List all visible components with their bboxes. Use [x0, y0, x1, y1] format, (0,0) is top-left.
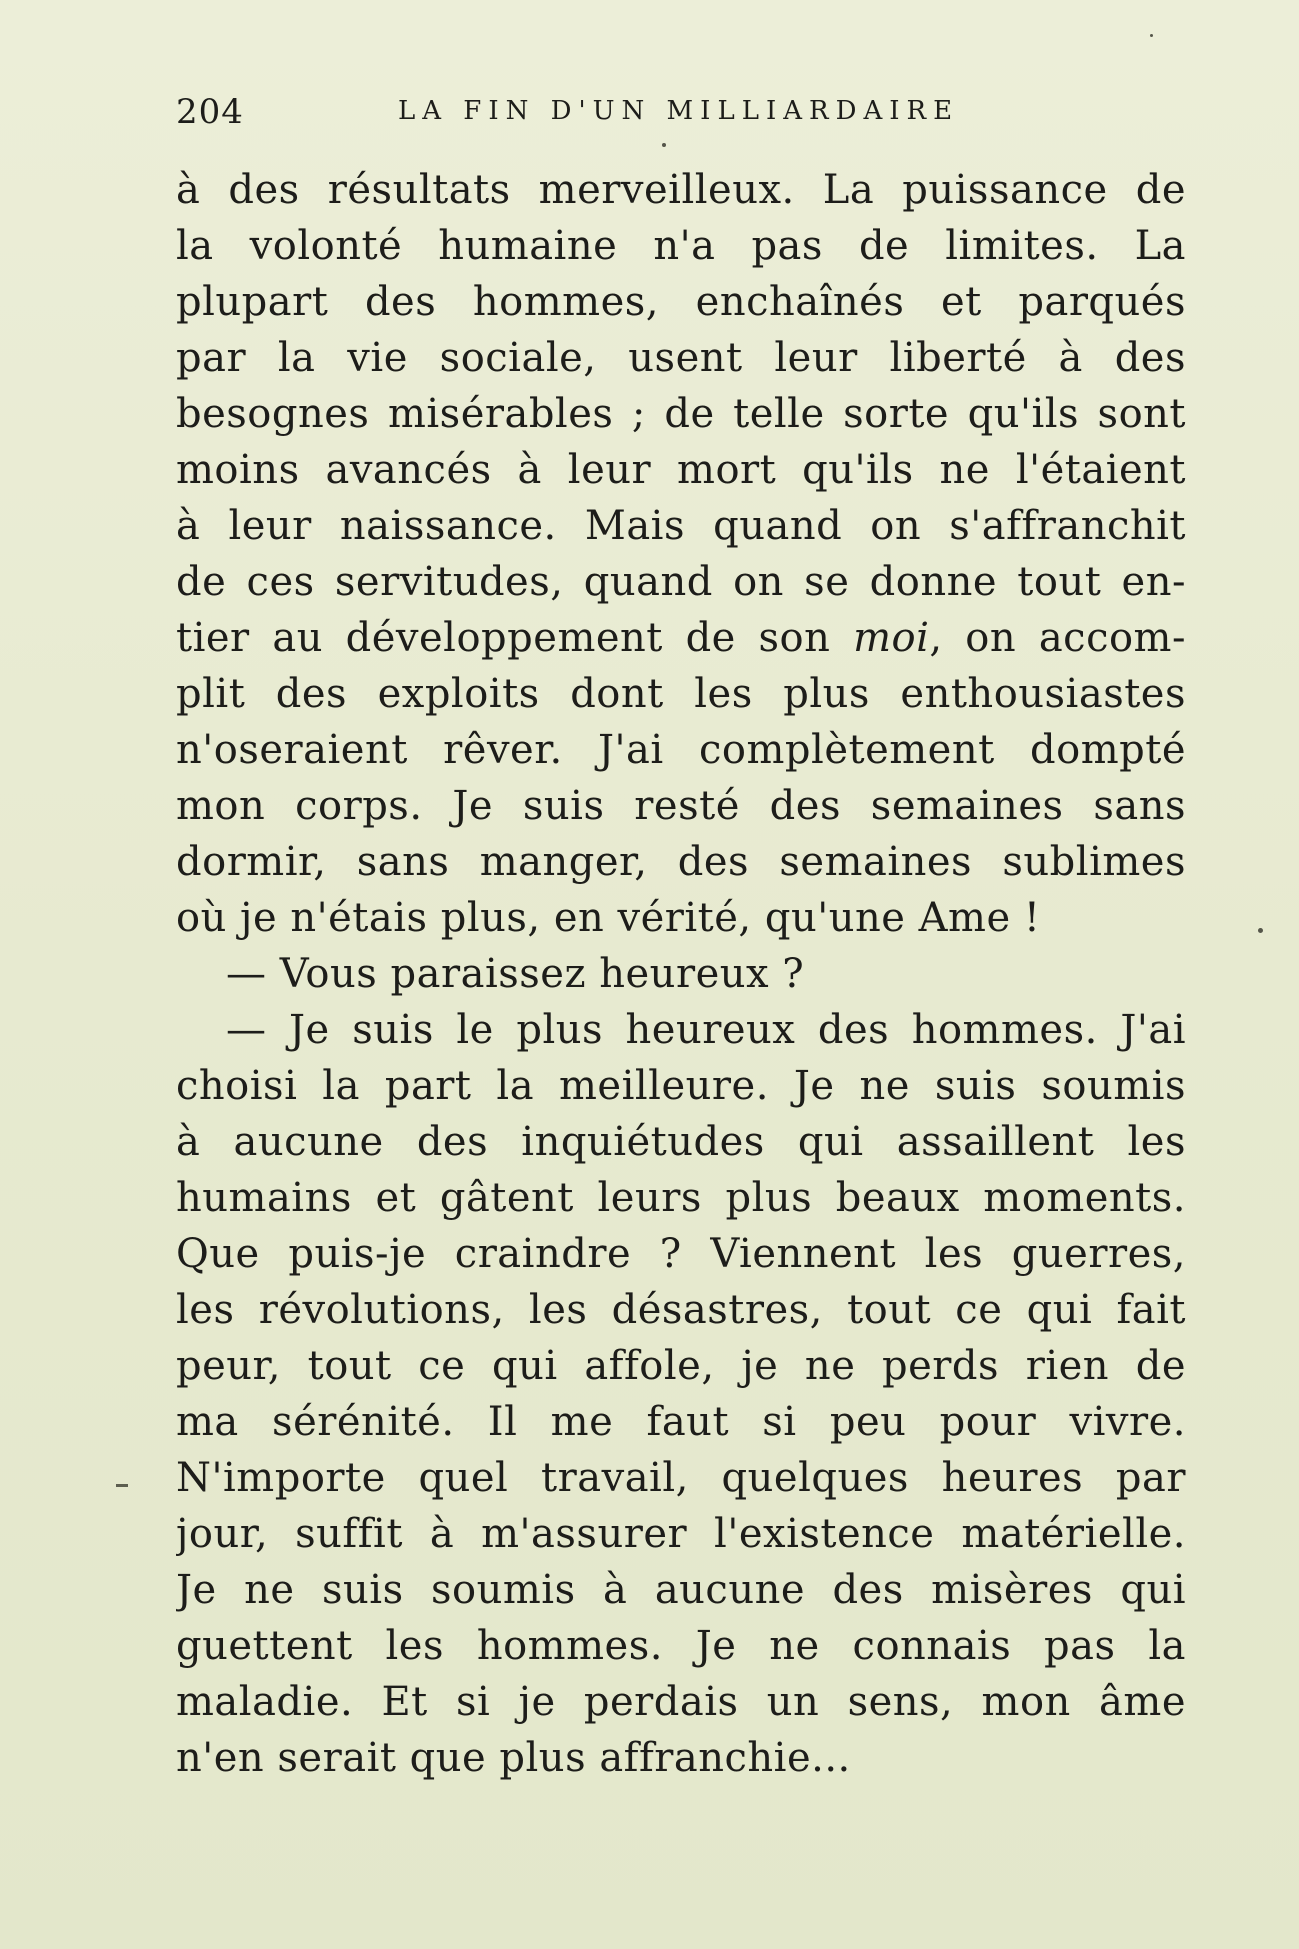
text-line: les révolutions, les désastres, tout ce qui fait: [176, 1287, 1186, 1333]
text-line: à des résultats merveilleux. La puissance de: [176, 167, 1186, 213]
text-line: n'en serait que plus affranchie...: [176, 1735, 851, 1781]
italic-word: moi: [853, 615, 930, 661]
text-line: ma sérénité. Il me faut si peu pour vivre.: [176, 1399, 1186, 1445]
text-line: N'importe quel travail, quelques heures par: [176, 1455, 1186, 1501]
text-segment: tier au développement de son: [176, 615, 854, 661]
text-line: mon corps. Je suis resté des semaines sans: [176, 783, 1186, 829]
text-line: dormir, sans manger, des semaines sublimes: [176, 839, 1186, 885]
text-line: jour, suffit à m'assurer l'existence matérielle.: [176, 1511, 1186, 1557]
text-line: moins avancés à leur mort qu'ils ne l'étaient: [176, 447, 1186, 493]
text-line: Je ne suis soumis à aucune des misères qui: [176, 1567, 1186, 1613]
text-line: où je n'étais plus, en vérité, qu'une Ame !: [176, 895, 1041, 941]
text-line: à aucune des inquiétudes qui assaillent les: [176, 1119, 1186, 1165]
text-line-with-italic: [176, 610, 1186, 666]
paper-speck: [1258, 928, 1263, 933]
dialogue-line: — Je suis le plus heureux des hommes. J'ai: [226, 1007, 1186, 1053]
text-line: de ces servitudes, quand on se donne tout en-: [176, 559, 1186, 605]
text-segment: , on accom-: [929, 615, 1186, 661]
body-text: [176, 162, 1186, 1786]
margin-mark: [116, 1484, 128, 1487]
text-line: choisi la part la meilleure. Je ne suis soumis: [176, 1063, 1186, 1109]
text-line: plupart des hommes, enchaînés et parqués: [176, 279, 1186, 325]
text-line: plit des exploits dont les plus enthousiastes: [176, 671, 1186, 717]
text-line: guettent les hommes. Je ne connais pas la: [176, 1623, 1186, 1669]
paper-speck: [662, 143, 666, 147]
page-header: [176, 92, 1186, 136]
text-line: la volonté humaine n'a pas de limites. La: [176, 223, 1186, 269]
paper-speck: [1150, 34, 1153, 37]
text-line: Que puis-je craindre ? Viennent les guerres,: [176, 1231, 1186, 1277]
text-line: peur, tout ce qui affole, je ne perds rien de: [176, 1343, 1186, 1389]
text-line: n'oseraient rêver. J'ai complètement dompté: [176, 727, 1186, 773]
dialogue-line: — Vous paraissez heureux ?: [226, 951, 805, 997]
running-title: LA FIN D'UN MILLIARDAIRE: [398, 96, 960, 126]
text-line: maladie. Et si je perdais un sens, mon âme: [176, 1679, 1186, 1725]
text-line: besognes misérables ; de telle sorte qu'ils sont: [176, 391, 1186, 437]
text-line: par la vie sociale, usent leur liberté à des: [176, 335, 1186, 381]
page-number: 204: [176, 92, 244, 132]
text-line: humains et gâtent leurs plus beaux moments.: [176, 1175, 1186, 1221]
text-line: à leur naissance. Mais quand on s'affranchit: [176, 503, 1186, 549]
